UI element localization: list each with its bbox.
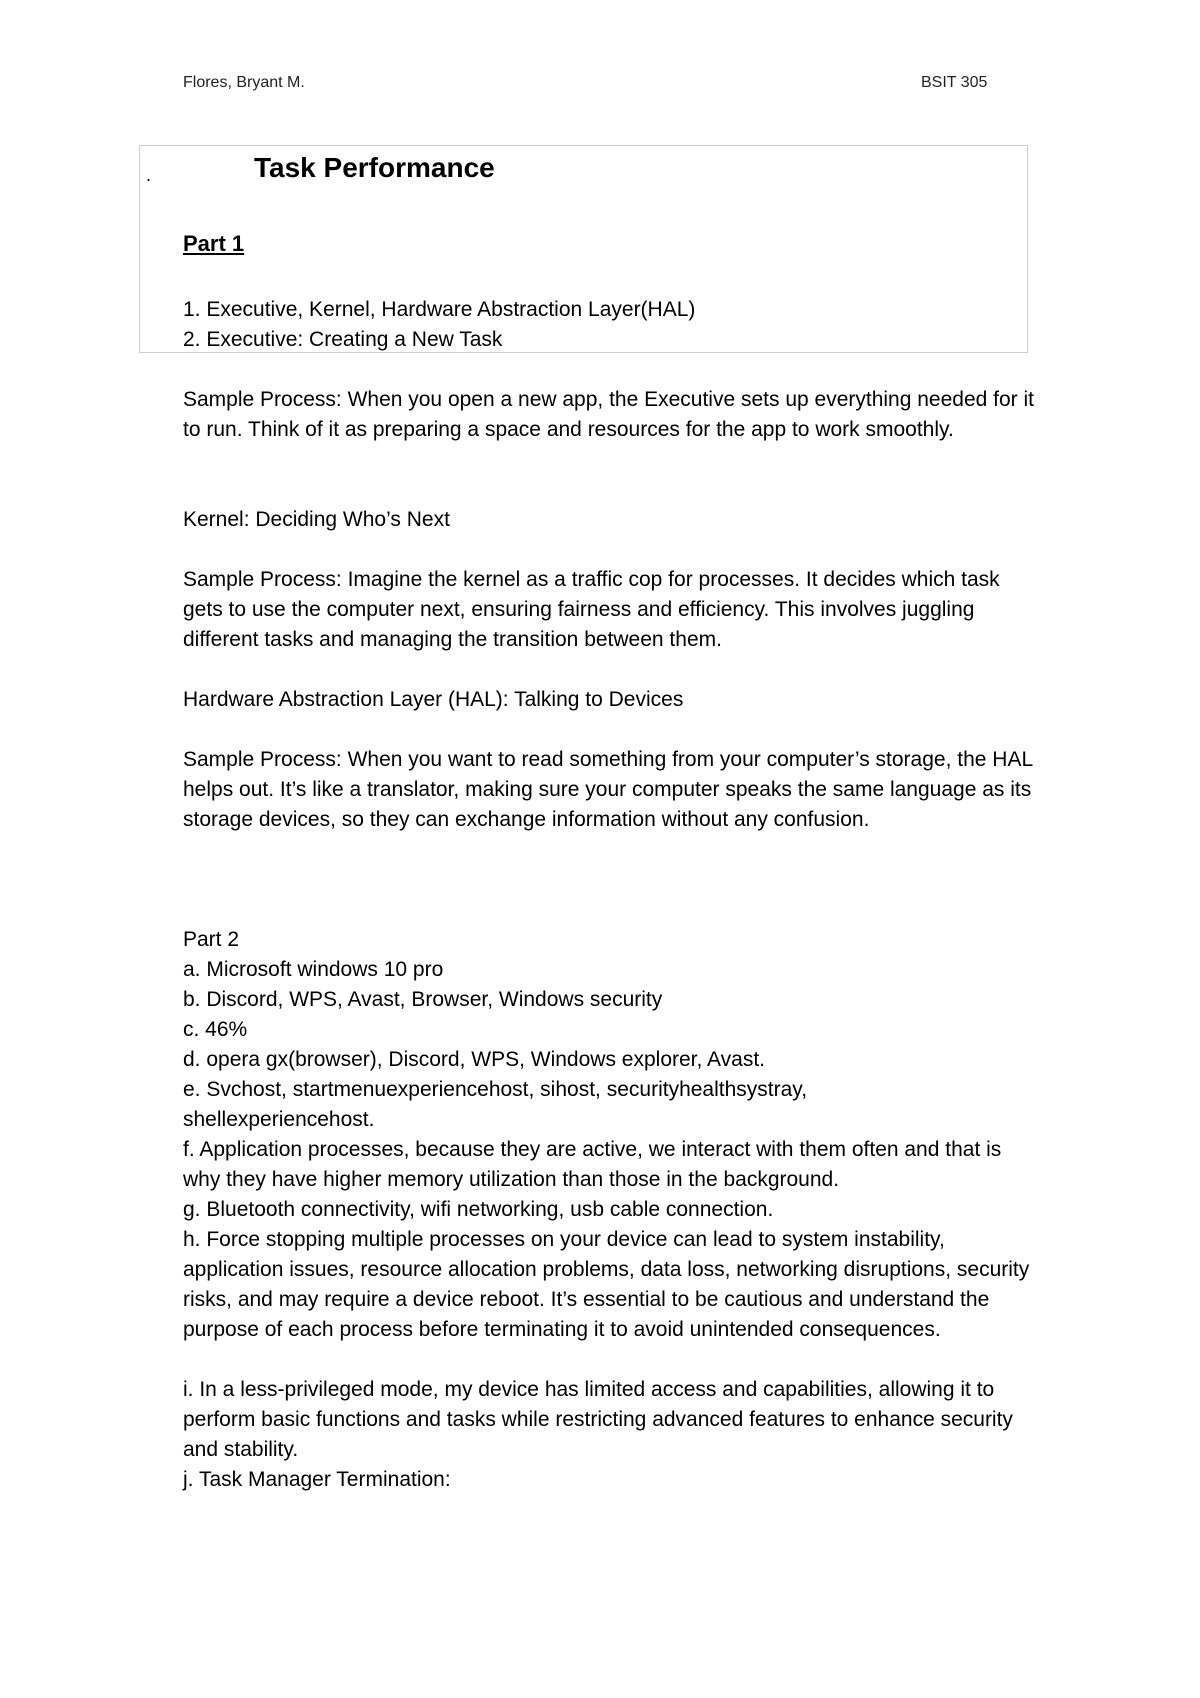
part2-answer-f: f. Application processes, because they are active, we interact with them often and that is why they have higher memory utilization than those in the background. <box>183 1138 1002 1191</box>
title-bullet: . <box>146 165 152 185</box>
kernel-heading: Kernel: Deciding Who’s Next <box>183 508 450 531</box>
part1-heading: Part 1 <box>183 231 245 256</box>
part1-item-2: 2. Executive: Creating a New Task <box>183 328 503 351</box>
hal-sample-paragraph: Sample Process: When you want to read something from your computer’s storage, the HAL helps out. It’s like a translator, making sure your computer speaks the same language as its storage devices, so they can exchange information without any confusion. <box>183 748 1033 831</box>
part2-answer-g: g. Bluetooth connectivity, wifi networking, usb cable connection. <box>183 1198 774 1221</box>
page-title: Task Performance <box>254 152 495 183</box>
part2-answer-i: i. In a less-privileged mode, my device has limited access and capabilities, allowing it to perform basic functions and tasks while restricting advanced features to enhance security and stability. <box>183 1378 1013 1461</box>
hal-heading: Hardware Abstraction Layer (HAL): Talking to Devices <box>183 688 684 711</box>
part2-answer-j: j. Task Manager Termination: <box>183 1468 451 1491</box>
part2-answer-h: h. Force stopping multiple processes on your device can lead to system instability, application issues, resource allocation problems, data loss, networking disruptions, security risks, and may require a device reboot. It’s essential to be cautious and understand the purpose of each process before terminating it to avoid unintended consequences. <box>183 1228 1030 1341</box>
kernel-sample-paragraph: Sample Process: Imagine the kernel as a traffic cop for processes. It decides which task gets to use the computer next, ensuring fairness and efficiency. This involves juggling different tasks and managing the transition between them. <box>183 568 1000 651</box>
part1-item-1: 1. Executive, Kernel, Hardware Abstraction Layer(HAL) <box>183 298 696 321</box>
header-author: Flores, Bryant M. <box>183 74 305 91</box>
part2-answer-a: a. Microsoft windows 10 pro <box>183 958 444 981</box>
header-section: BSIT 305 <box>921 74 988 91</box>
part2-answer-d: d. opera gx(browser), Discord, WPS, Windows explorer, Avast. <box>183 1048 765 1071</box>
executive-sample-paragraph: Sample Process: When you open a new app, the Executive sets up everything needed for it to run. Think of it as preparing a space and resources for the app to work smoothly. <box>183 388 1035 441</box>
part2-answer-e: e. Svchost, startmenuexperiencehost, sihost, securityhealthsystray, shellexperiencehost. <box>183 1078 808 1131</box>
part2-answer-b: b. Discord, WPS, Avast, Browser, Windows security <box>183 988 663 1011</box>
part2-answer-c: c. 46% <box>183 1018 248 1041</box>
part2-heading: Part 2 <box>183 928 240 951</box>
